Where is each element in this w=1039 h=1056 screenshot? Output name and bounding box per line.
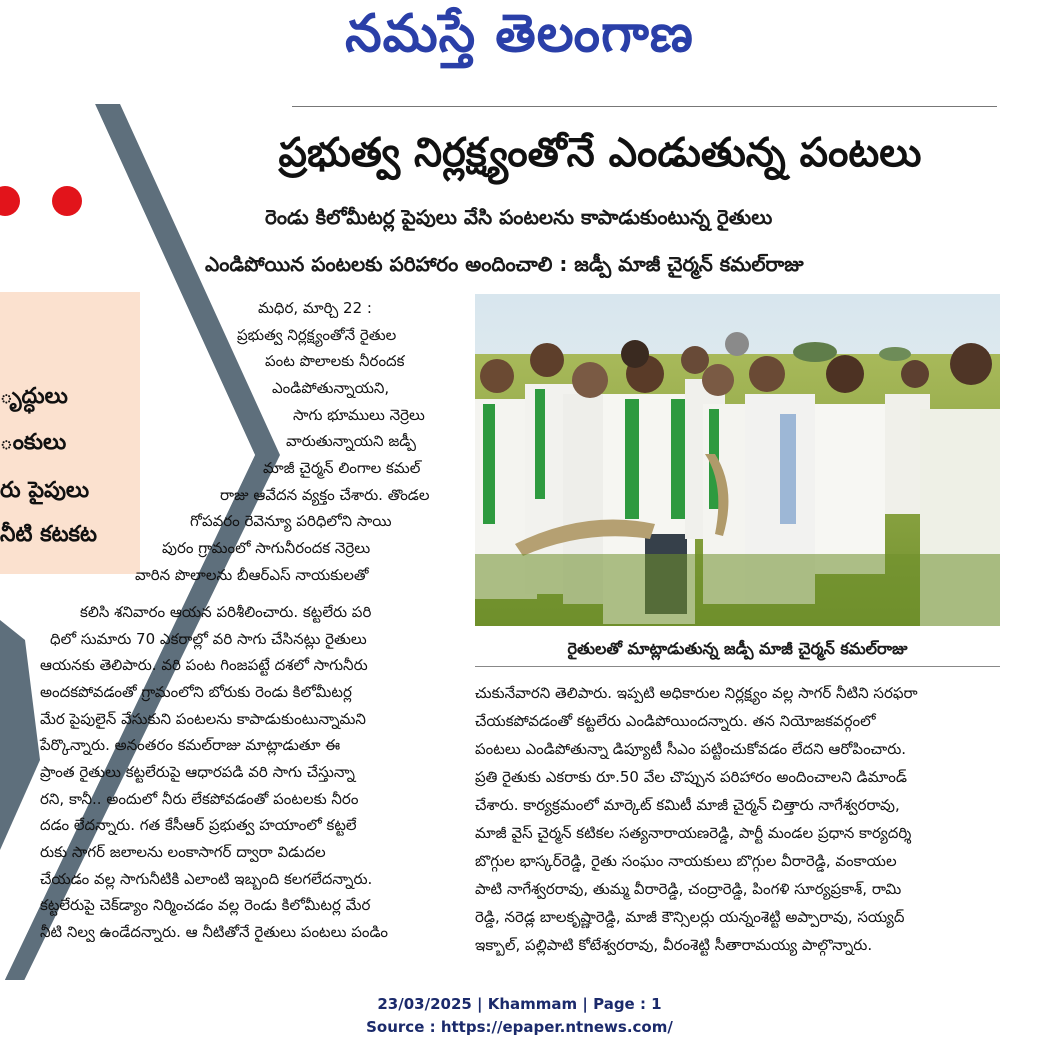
newspaper-title: నమస్తే తెలంగాణ bbox=[345, 4, 694, 64]
article-line: బొగ్గుల భాస్కర్‌రెడ్డి, రైతు సంఘం నాయకులు బొగ్గుల వీరారెడ్డి, వంకాయల bbox=[475, 852, 897, 870]
article-line: రాజు ఆవేదన వ్యక్తం చేశారు. తొండల bbox=[220, 486, 430, 504]
headline: ప్రభుత్వ నిర్లక్ష్యంతోనే ఎండుతున్న పంటలు bbox=[278, 130, 922, 176]
footer-date-edition: 23/03/2025 | Khammam | Page : 1 bbox=[377, 995, 662, 1013]
article-line: పాటి నాగేశ్వరరావు, తుమ్మ వీరారెడ్డి, చంద్రారెడ్డి, పింగళి సూర్యప్రకాశ్, రామి bbox=[475, 880, 902, 898]
article-line: పంట పొలాలకు నీరందక bbox=[265, 352, 405, 370]
article-line: గోపవరం రెవెన్యూ పరిధిలోని సాయి bbox=[190, 512, 392, 530]
article-line: ఆయనకు తెలిపారు. వరి పంట గింజపట్టే దశలో సాగునీరు bbox=[40, 656, 368, 674]
adjacent-promo-box bbox=[0, 292, 140, 574]
article-line: వారుతున్నాయని జడ్పీ bbox=[286, 432, 416, 450]
article-line: చేశారు. కార్యక్రమంలో మార్కెట్ కమిటీ మాజీ చైర్మన్ చిత్తారు నాగేశ్వరరావు, bbox=[475, 796, 900, 814]
article-line: ప్రభుత్వ నిర్లక్ష్యంతోనే రైతుల bbox=[237, 326, 397, 344]
article-line: చేయకపోవడంతో కట్టలేరు ఎండిపోయిందన్నారు. తన నియోజకవర్గంలో bbox=[475, 712, 876, 730]
article-line: రని, కానీ.. అందులో నీరు లేకపోవడంతో పంటలకు నీరం bbox=[40, 790, 359, 808]
promo-line: రు పైపులు bbox=[0, 478, 90, 503]
article-line: మాజీ చైర్మన్ లింగాల కమల్ bbox=[263, 459, 421, 477]
article-line: మధిర, మార్చి 22 : bbox=[258, 299, 372, 317]
article-line: ఎండిపోతున్నాయని, bbox=[272, 379, 390, 397]
article-line: ప్రతి రైతుకు ఎకరాకు రూ.50 వేల చొప్పున పరిహారం అందించాలని డిమాండ్ bbox=[475, 768, 907, 786]
article-line: పురం గ్రామంలో సాగునీరందక నెర్రెలు bbox=[162, 539, 371, 557]
article-line: చుకునేవారని తెలిపారు. ఇప్పటి అధికారుల నిర్లక్ష్యం వల్ల సాగర్ నీటిని సరఫరా bbox=[475, 684, 918, 702]
article-line: కట్టలేరుపై చెక్‌డ్యాం నిర్మించడం వల్ల రెండు కిలోమీటర్ల మేర bbox=[40, 896, 371, 914]
article-line: ధిలో సుమారు 70 ఎకరాల్లో వరి సాగు చేసినట్లు రైతులు bbox=[50, 630, 367, 648]
red-dot bbox=[52, 186, 82, 216]
subheadline-2: ఎండిపోయిన పంటలకు పరిహారం అందించాలి : జడ్పీ మాజీ చైర్మన్ కమల్‌రాజు bbox=[205, 252, 804, 276]
article-line: చేయడం వల్ల సాగునీటికి ఎలాంటి ఇబ్బంది కలగలేదన్నారు. bbox=[40, 870, 373, 888]
promo-line: నీటి కటకట bbox=[0, 522, 98, 547]
article-line: అందకపోవడంతో గ్రామంలోని బోరుకు రెండు కిలోమీటర్ల bbox=[40, 683, 352, 701]
article-line: ప్రాంత రైతులు కట్టలేరుపై ఆధారపడి వరి సాగు చేస్తున్నా bbox=[40, 763, 355, 781]
article-line: దడం లేదన్నారు. గత కేసీఆర్ ప్రభుత్వ హయాంలో కట్టలే bbox=[40, 816, 357, 834]
article-line: నీటి నిల్వ ఉండేదన్నారు. ఆ నీటితోనే రైతులు పంటలు పండిం bbox=[40, 923, 388, 941]
article-line: మేర పైపులైన్ వేసుకుని పంటలను కాపాడుకుంటున్నామని bbox=[40, 710, 366, 728]
article-line: సాగు భూములు నెర్రెలు bbox=[293, 406, 425, 424]
news-photo bbox=[475, 294, 1000, 626]
article-line: రుకు సాగర్ జలాలను లంకాసాగర్ ద్వారా విడుదల bbox=[40, 843, 326, 861]
article-line: పేర్కొన్నారు. అనంతరం కమల్‌రాజు మాట్లాడుతూ ఈ bbox=[40, 736, 341, 754]
footer-source-link[interactable]: Source : https://epaper.ntnews.com/ bbox=[366, 1018, 673, 1036]
article-line: మాజీ వైస్ చైర్మన్ కటికల సత్యనారాయణరెడ్డి, పార్టీ మండల ప్రధాన కార్యదర్శి bbox=[475, 824, 912, 842]
article-line: ఇక్బాల్, పల్లిపాటి కోటేశ్వరరావు, వీరంశెట్టి సీతారామయ్య పాల్గొన్నారు. bbox=[475, 936, 873, 954]
article-line: రెడ్డి, నరెడ్ల బాలకృష్ణారెడ్డి, మాజీ కౌన్సిలర్లు యన్నంశెట్టి అప్పారావు, సయ్యద్ bbox=[475, 908, 905, 926]
caption-rule bbox=[475, 666, 1000, 667]
farmers-field-image bbox=[475, 294, 1000, 626]
article-line: వారిన పొలాలను బీఆర్‌ఎస్ నాయకులతో bbox=[135, 566, 369, 584]
article-line: పంటలు ఎండిపోతున్నా డిప్యూటీ సీఎం పట్టించుకోవడం లేదని ఆరోపించారు. bbox=[475, 740, 907, 758]
promo-line: ంకులు bbox=[0, 430, 67, 455]
promo-line: ృద్ధులు bbox=[0, 384, 68, 409]
header-rule bbox=[292, 106, 997, 107]
subheadline-1: రెండు కిలోమీటర్ల పైపులు వేసి పంటలను కాపాడుకుంటున్న రైతులు bbox=[265, 205, 773, 229]
article-line: కలిసి శనివారం ఆయన పరిశీలించారు. కట్టలేరు పరి bbox=[80, 603, 372, 621]
photo-caption: రైతులతో మాట్లాడుతున్న జడ్పీ మాజీ చైర్మన్ కమల్‌రాజు bbox=[567, 639, 908, 658]
